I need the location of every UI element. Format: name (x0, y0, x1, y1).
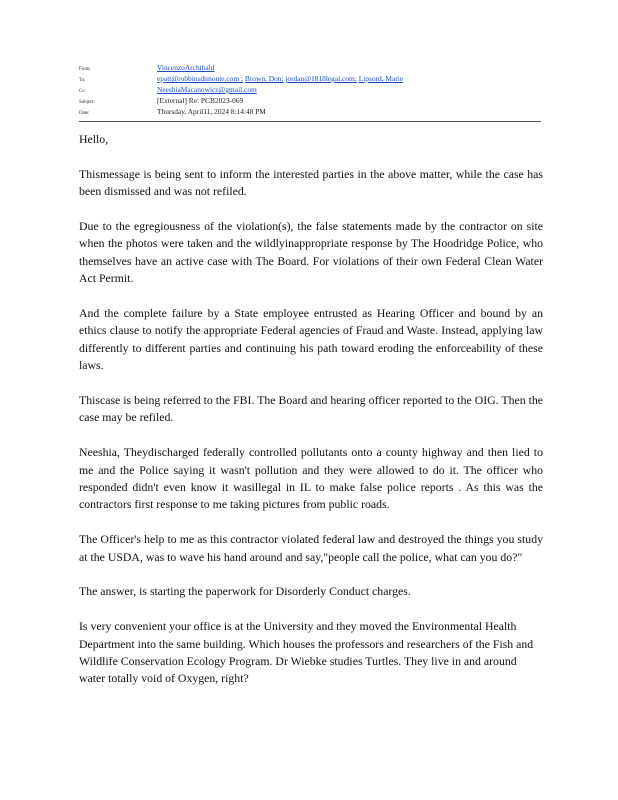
header-row-subject (79, 95, 541, 106)
body-paragraph: Thiscase is being referred to the FBI. The Board and hearing officer reported to the OIG. Then the case may be refiled. (79, 393, 543, 425)
header-row-date (79, 106, 541, 117)
to-recipient-link[interactable]: Lipsord, Marie (358, 74, 404, 83)
from-value-link[interactable]: VincenzoArchibald (157, 63, 215, 72)
header-row-to (79, 73, 541, 84)
greeting: Hello, (79, 132, 109, 146)
body-paragraph: Neeshia, Theydischarged federally controlled pollutants onto a county highway and then lied to me and the Police saying it wasn't pollution and they were allowed to do it. The officer who responded didn't even know it wasillegal in IL to make false police reports . As this was the contractors first response to me taking pictures from public roads. (79, 445, 543, 512)
header-divider (79, 121, 541, 122)
subject-value: [External] Re: PCB2023-069 (157, 96, 244, 105)
cc-value-link[interactable]: NeeshiaMacanowicz@gmail.com (157, 85, 257, 94)
date-label: Date: (79, 111, 90, 116)
body-paragraph: The Officer's help to me as this contractor violated federal law and destroyed the things you study at the USDA, was to wave his hand around and say,"people call the police, what can you do?" (79, 532, 543, 564)
to-recipient-link[interactable]: epatt@robbinsdimonte.com ; (157, 74, 244, 83)
to-label: To: (79, 78, 86, 83)
to-recipient-link[interactable]: Brown, Don; (244, 74, 284, 83)
to-recipients (157, 73, 403, 84)
to-recipient-link[interactable]: jordan@1818legal.com; (285, 74, 357, 83)
email-body (79, 131, 543, 705)
cc-label: Cc: (79, 89, 86, 94)
subject-label: Subject: (79, 100, 95, 105)
body-paragraph: The answer, is starting the paperwork for Disorderly Conduct charges. (79, 584, 411, 599)
header-row-cc (79, 84, 541, 95)
body-paragraph: Thismessage is being sent to inform the interested parties in the above matter, while the case has been dismissed and was not refiled. (79, 166, 543, 199)
body-paragraph: And the complete failure by a State employee entrusted as Hearing Officer and bound by an ethics clause to notify the appropriate Federal agencies of Fraud and Waste. Instead, applying law differently to different parties and continuing his path toward eroding the enforceability of these laws. (79, 306, 543, 373)
body-paragraph: Is very convenient your office is at the University and they moved the Environmental Health Department into the same building. Which houses the professors and researchers of the Fish and Wildlife Conservation Ecology Program. Dr Wiebke studies Turtles. They live in and around water totally void of Oxygen, right? (79, 619, 534, 686)
date-value: Thursday, April11, 2024 8:14:48 PM (157, 107, 266, 116)
body-paragraph: Due to the egregiousness of the violation(s), the false statements made by the contractor on site when the photos were taken and the wildlyinappropriate response by The Hoodridge Police, who themselves have an active case with The Board. For violations of their own Federal Clean Water Act Permit. (79, 219, 543, 286)
from-label: From: (79, 67, 91, 72)
header-row-from (79, 62, 541, 73)
email-header (79, 62, 541, 117)
